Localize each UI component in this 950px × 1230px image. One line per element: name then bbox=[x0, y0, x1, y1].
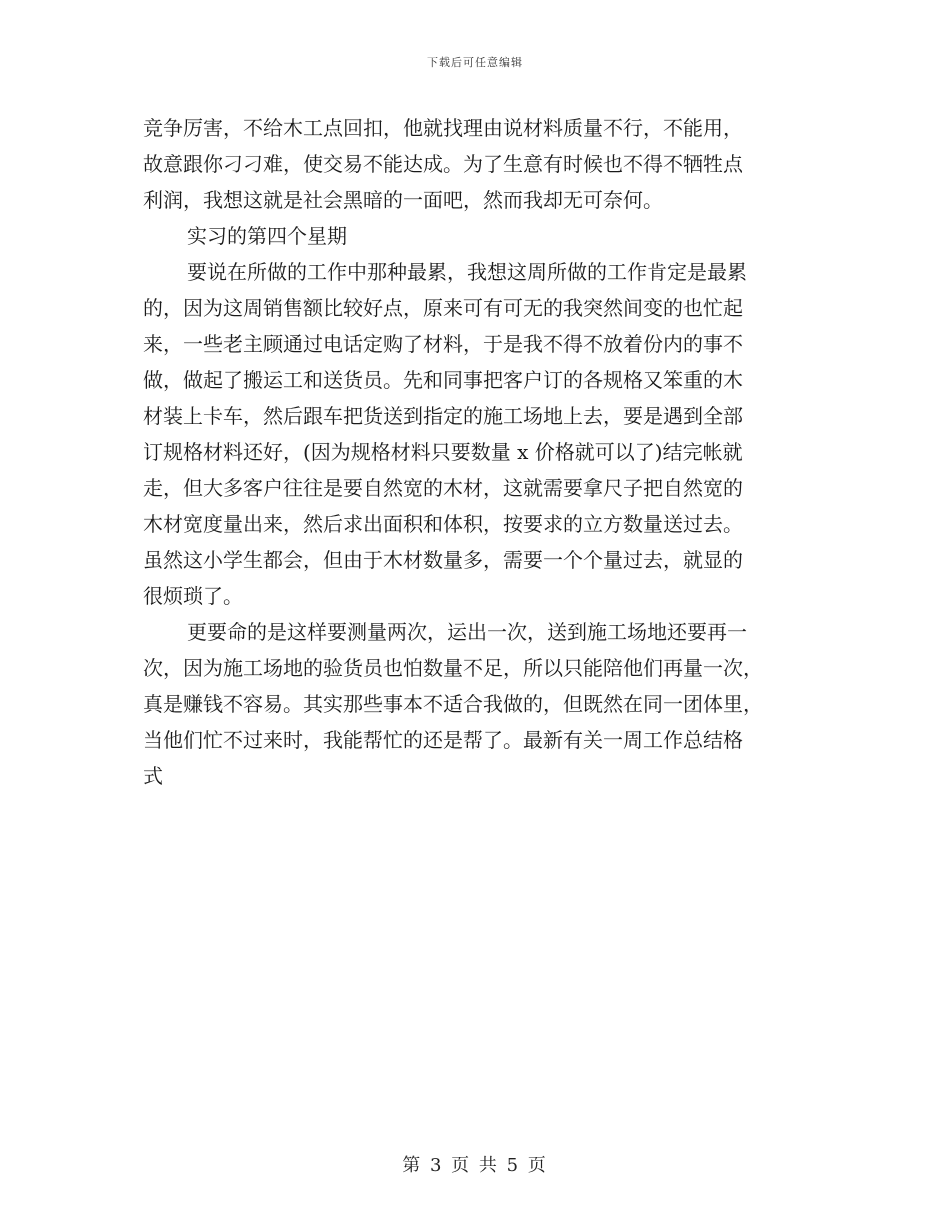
text-line: 要说在所做的工作中那种最累，我想这周所做的工作肯定是最累 bbox=[187, 260, 747, 284]
text-line: 次，因为施工场地的验货员也怕数量不足，所以只能陪他们再量一次， bbox=[143, 656, 763, 680]
text-line: 订规格材料还好，(因为规格材料只要数量 x 价格就可以了)结完帐就 bbox=[143, 440, 743, 464]
text-line: 式 bbox=[143, 764, 163, 788]
text-line: 虽然这小学生都会，但由于木材数量多，需要一个个量过去，就显的 bbox=[143, 548, 743, 572]
text-line: 竞争厉害，不给木工点回扣，他就找理由说材料质量不行，不能用， bbox=[143, 116, 743, 140]
section-heading: 实习的第四个星期 bbox=[187, 224, 347, 248]
text-line: 当他们忙不过来时，我能帮忙的还是帮了。最新有关一周工作总结格 bbox=[143, 728, 743, 752]
text-line: 做，做起了搬运工和送货员。先和同事把客户订的各规格又笨重的木 bbox=[143, 368, 743, 392]
text-line: 材装上卡车，然后跟车把货送到指定的施工场地上去，要是遇到全部 bbox=[143, 404, 743, 428]
page-header: 下载后可任意编辑 bbox=[427, 56, 523, 69]
text-line: 木材宽度量出来，然后求出面积和体积，按要求的立方数量送过去。 bbox=[143, 512, 743, 536]
text-line: 故意跟你刁刁难，使交易不能达成。为了生意有时候也不得不牺牲点 bbox=[143, 152, 743, 176]
text-line: 来，一些老主顾通过电话定购了材料，于是我不得不放着份内的事不 bbox=[143, 332, 743, 356]
text-line: 走，但大多客户往往是要自然宽的木材，这就需要拿尺子把自然宽的 bbox=[143, 476, 743, 500]
text-line: 很烦琐了。 bbox=[143, 584, 243, 608]
text-line: 的，因为这周销售额比较好点，原来可有可无的我突然间变的也忙起 bbox=[143, 296, 743, 320]
text-line: 真是赚钱不容易。其实那些事本不适合我做的，但既然在同一团体里， bbox=[143, 692, 763, 716]
text-line: 利润，我想这就是社会黑暗的一面吧，然而我却无可奈何。 bbox=[143, 188, 663, 212]
page-footer: 第 3 页 共 5 页 bbox=[402, 1155, 548, 1176]
text-line: 更要命的是这样要测量两次，运出一次，送到施工场地还要再一 bbox=[187, 620, 747, 644]
document-body bbox=[143, 110, 803, 794]
